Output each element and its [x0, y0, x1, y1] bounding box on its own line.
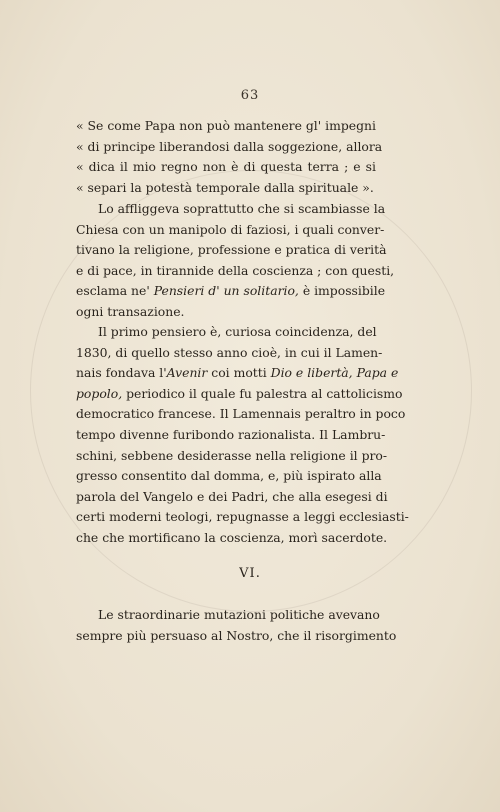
text-span: nais fondava l' [76, 365, 167, 381]
text-line [76, 363, 399, 384]
quote-line: « Se come Papa non può mantenere gl' impegni [76, 118, 376, 133]
motto-text: Dio e libertà, Papa e [270, 365, 399, 381]
text-line: Il primo pensiero è, curiosa coincidenza, del [98, 324, 377, 339]
text-line: e di pace, in tirannide della coscienza ; con questi, [76, 262, 395, 278]
quote-line: « dica il mio regno non è di questa terra ; e si [76, 159, 376, 175]
text-line [76, 384, 403, 405]
text-span: esclama ne' [76, 283, 154, 299]
text-line: 1830, di quello stesso anno cioè, in cui il Lamen- [76, 344, 383, 360]
text-line: Le straordinarie mutazioni politiche avevano [98, 607, 380, 622]
quote-line: « separi la potestà temporale dalla spirituale ». [76, 179, 374, 195]
paragraph-1 [76, 199, 395, 323]
text-line: schini, sebbene desiderasse nella religione il pro- [76, 447, 388, 463]
text-line: gresso consentito dal domma, e, più ispirato alla [76, 468, 382, 484]
text-span: coi motti [207, 365, 271, 381]
text-line: tempo divenne furibondo razionalista. Il Lambru- [76, 426, 386, 442]
text-line: che che mortificano la coscienza, morì sacerdote. [76, 529, 388, 545]
text-span: periodico il quale fu palestra al cattolicismo [122, 385, 403, 401]
text-line: certi moderni teologi, repugnasse a leggi ecclesiasti- [76, 509, 409, 525]
text-line: Chiesa con un manipolo di faziosi, i quali conver- [76, 221, 385, 237]
journal-title: Avenir [166, 365, 208, 381]
text-line: tivano la religione, professione e pratica di verità [76, 242, 387, 258]
paragraph-3 [76, 605, 397, 646]
text-line: democratico francese. Il Lamennais peraltro in poco [76, 406, 406, 422]
quotation-block [76, 116, 383, 198]
text-line: sempre più persuaso al Nostro, che il risorgimento [76, 627, 397, 643]
section-heading: VI. [239, 566, 261, 581]
text-line: ogni transazione. [76, 303, 185, 319]
text-line: parola del Vangelo e dei Padri, che alla esegesi di [76, 488, 388, 504]
motto-text: popolo, [76, 385, 123, 401]
text-line [76, 281, 386, 302]
paragraph-2 [76, 322, 409, 549]
text-span: è impossibile [298, 283, 386, 299]
page-number: 63 [240, 88, 260, 103]
book-title: Pensieri d' un solitario, [153, 283, 299, 299]
quote-line: « di principe liberandosi dalla soggezione, allora [76, 138, 383, 154]
text-line: Lo affliggeva soprattutto che si scambiasse la [98, 201, 386, 216]
